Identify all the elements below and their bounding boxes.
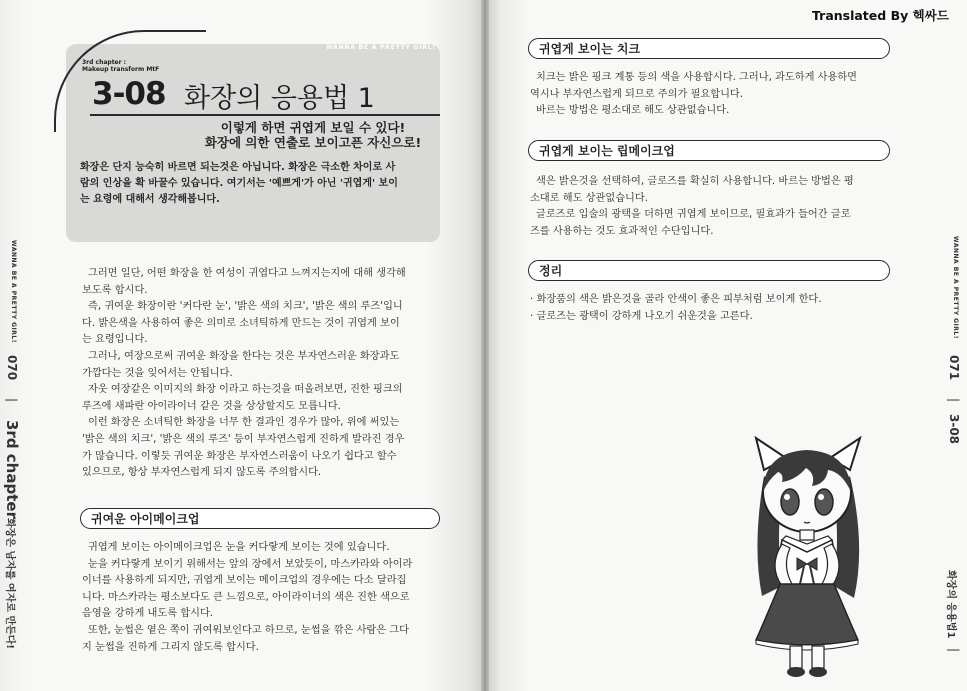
subtitle-line-2: 화장에 의한 연출로 보이고픈 자신으로!: [204, 135, 422, 150]
body-line: 있으므로, 항상 부자연스럽게 되지 않도록 주의합시다.: [82, 467, 322, 479]
body-line: 눈을 커다랗게 보이기 위해서는 앞의 장에서 보았듯이, 마스카라와 아이라: [88, 558, 413, 570]
body-line: 색은 밝은것을 선택하여, 글로즈를 확실히 사용합니다. 바르는 방법은 평: [536, 176, 854, 187]
left-side-chapter-sub: 화장은 남자를 여자로 만든다!: [4, 518, 15, 649]
header-rule: [90, 114, 440, 116]
body-line: 지 눈썹을 진하게 그리지 않도록 합시다.: [82, 641, 259, 653]
body-line: 글로즈로 입술의 광택을 더하면 귀엽게 보이므로, 필효과가 들어간 글로: [536, 209, 851, 221]
eye-section-text: [82, 540, 444, 656]
body-line: 즉, 귀여운 화장이란 '커다란 눈', '밝은 색의 치크', '밝은 색의 루즈'입니: [88, 301, 403, 313]
left-side-dash: |: [5, 398, 19, 403]
body-line: 가 많습니다. 이렇듯 귀여운 화장은 부자연스러움이 나오기 쉽다고 할수: [82, 450, 397, 462]
body-line: 자웃 여장같은 이미지의 화장 이라고 하는것을 떠올려보면, 진한 핑크의: [88, 384, 403, 396]
intro-line: 화장은 단지 능숙히 바르면 되는것은 아닙니다. 화장은 극소한 차이로 사: [80, 162, 396, 173]
header-wanna-label: WANNA BE A PRETTY GIRL!: [326, 44, 436, 51]
subtitle-line-1: 이렇게 하면 귀엽게 보일 수 있다!: [220, 120, 406, 135]
book-gutter: [481, 0, 489, 691]
cat-ear-girl-illustration: [742, 436, 872, 680]
eye-section-title: 귀여운 아이메이크업: [91, 512, 200, 526]
chapter-label-line2: Makeup transform MtF: [82, 66, 160, 73]
translator-credit: Translated By 헥싸드: [812, 8, 949, 23]
body-line: 즈를 사용하는 것도 효과적인 수단입니다.: [530, 225, 714, 237]
intro-paragraph: [80, 160, 430, 208]
body-line: 보도록 합시다.: [82, 284, 148, 296]
left-side-tab: [0, 0, 28, 691]
summary-bullet: · 화장품의 색은 밝은것을 골라 안색이 좋은 피부처럼 보이게 한다.: [530, 294, 822, 305]
section-number: 3-08: [92, 76, 166, 112]
body-line: 역시나 부자연스럽게 되므로 주의가 필요합니다.: [530, 88, 744, 100]
summary-section-text: [530, 292, 890, 325]
body-line: 니다. 마스카라는 평소보다도 큰 느낌으로, 아이라이너의 색은 진한 색으로: [82, 591, 410, 603]
right-side-section: 3-08: [947, 414, 961, 445]
body-line: 가깝다는 것을 잊어서는 안됩니다.: [82, 367, 233, 379]
cheek-section-heading: [528, 38, 890, 59]
left-side-wanna: WANNA BE A PRETTY GIRL!: [10, 240, 17, 343]
body-line: 또한, 눈썹은 옅은 쪽이 귀여워보인다고 하므로, 눈썹을 깎은 사람은 그다: [88, 624, 410, 636]
right-side-dash-bottom: |: [947, 648, 961, 653]
cheek-section-text: [530, 70, 890, 120]
body-line: 치크는 밝은 핑크 계통 등의 색을 사용합시다. 그러나, 과도하게 사용하면: [536, 72, 858, 83]
body-line: 소대로 해도 상관없습니다.: [530, 192, 648, 204]
right-page-number: 071: [947, 355, 961, 381]
lip-section-heading: [528, 140, 890, 161]
right-side-tab: [939, 0, 967, 691]
summary-section-heading: [528, 260, 890, 281]
summary-section-title: 정리: [539, 264, 563, 278]
left-page-number: 070: [5, 355, 19, 381]
intro-line: 람의 인상을 확 바꿀수 있습니다. 여기서는 '예쁘게'가 아닌 '귀엽게' 보이: [80, 178, 398, 189]
section-title: 화장의 응용법 1: [184, 83, 375, 114]
body-line: 이너를 사용하게 되지만, 귀엽게 보이는 메이크업의 경우에는 다소 달라집: [82, 575, 407, 587]
body-line: 귀엽게 보이는 아이메이크업은 눈을 커다랗게 보이는 것에 있습니다.: [88, 542, 390, 553]
body-line: 음영을 강하게 내도록 합시다.: [82, 608, 214, 620]
left-body-text: [82, 266, 444, 482]
summary-bullet: · 글로즈는 광택이 강하게 나오기 쉬운것을 고른다.: [530, 310, 753, 322]
right-side-wanna: WANNA BE A PRETTY GIRL!: [952, 236, 959, 339]
body-line: 다. 밝은색을 사용하여 좋은 의미로 소녀틱하게 만드는 것이 귀엽게 보이: [82, 317, 400, 329]
intro-line: 는 요령에 대해서 생각해봅니다.: [80, 194, 220, 205]
body-line: '밝은 색의 치크', '밝은 색의 루즈' 등이 부자연스럽게 진하게 발라진 경우: [82, 433, 405, 445]
body-line: 그러면 일단, 어떤 화장을 한 여성이 귀엽다고 느껴지는지에 대해 생각해: [88, 268, 406, 279]
section-subtitle: [188, 120, 438, 150]
cheek-section-title: 귀엽게 보이는 치크: [539, 42, 641, 56]
body-line: 는 요령입니다.: [82, 334, 148, 346]
chapter-label-line1: 3rd chapter :: [82, 59, 127, 66]
chapter-label: [82, 59, 159, 73]
body-line: 바르는 방법은 평소대로 해도 상관없습니다.: [536, 105, 730, 117]
lip-section-title: 귀엽게 보이는 립메이크업: [539, 144, 675, 158]
right-side-section-sub: 화장의 응용법1: [945, 570, 956, 639]
body-line: 그러나, 여장으로써 귀여운 화장을 한다는 것은 부자연스러운 화장과도: [88, 350, 400, 362]
lip-section-text: [530, 174, 890, 240]
eye-section-heading: [80, 508, 440, 529]
left-side-chapter: 3rd chapter: [3, 420, 21, 519]
body-line: 이런 화장은 소녀틱한 화장을 너무 한 결과인 경우가 많아, 위에 써있는: [88, 417, 400, 429]
body-line: 루즈에 새파란 아이라이너 같은 것을 상상할지도 모릅니다.: [82, 400, 341, 412]
right-side-dash: |: [947, 398, 961, 403]
